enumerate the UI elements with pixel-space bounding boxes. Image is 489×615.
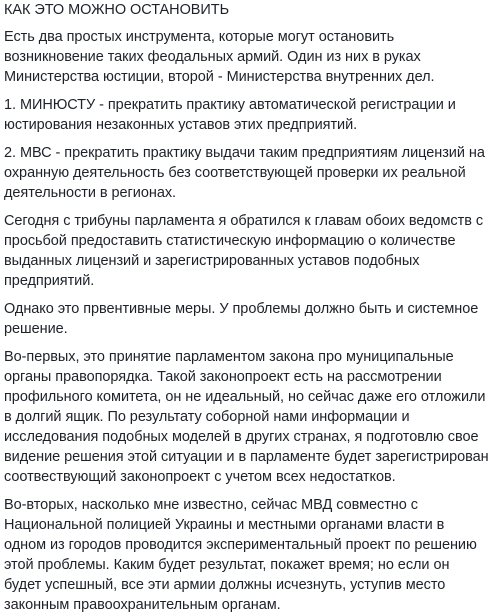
post-paragraph-intro: Есть два простых инструмента, которые могут остановить возникновение таких феодальных армий. Один из них в руках Министерства юстиции, второй - Министерства внутренних дел. [4, 29, 435, 85]
post-paragraph-preventive: Однако это првентивные меры. У проблемы должно быть и системное решение. [4, 301, 479, 337]
post-paragraph-first: Во-первых, это принятие парламентом закона про муниципальные органы правопорядка. Такой законопроект есть на рассмотрении профильного комитета, он не идеальный, но сейчас даже его отложили в долгий ящик. По результату соборной нами информации и исследования подобных моделей в других странах, я подготовлю свое видение решения этой ситуации и в парламенте будет зарегистрирован соотвествующий законопроект с учетом всех недостатков. [4, 349, 489, 485]
post-paragraph-second: Во-вторых, насколько мне известно, сейчас МВД совместно с Национальной полицией Украины и местными органами власти в одном из городов проводится экспериментальный проект по решению этой проблемы. Каким будет результат, покажет время; но если он будет успешный, все эти армии должны исчезнуть, уступив место законным правоохранительным органам. [4, 497, 477, 613]
post-paragraph-parliament-request: Сегодня с трибуны парламента я обратился к главам обоих ведомств с просьбой предоставить статистическую информацию о количестве выданных лицензий и зарегистрированных уставов подобных предприятий. [4, 213, 484, 289]
post-heading: КАК ЭТО МОЖНО ОСТАНОВИТЬ [4, 2, 230, 18]
post-paragraph-mvs: 2. МВС - прекратить практику выдачи таким предприятиям лицензий на охранную деятельность без соответствующей проверки их реальной деятельности в регионах. [4, 145, 485, 201]
post-paragraph-minjust: 1. МИНЮСТУ - прекратить практику автоматической регистрации и юстирования незаконных уставов этих предприятий. [4, 97, 456, 133]
